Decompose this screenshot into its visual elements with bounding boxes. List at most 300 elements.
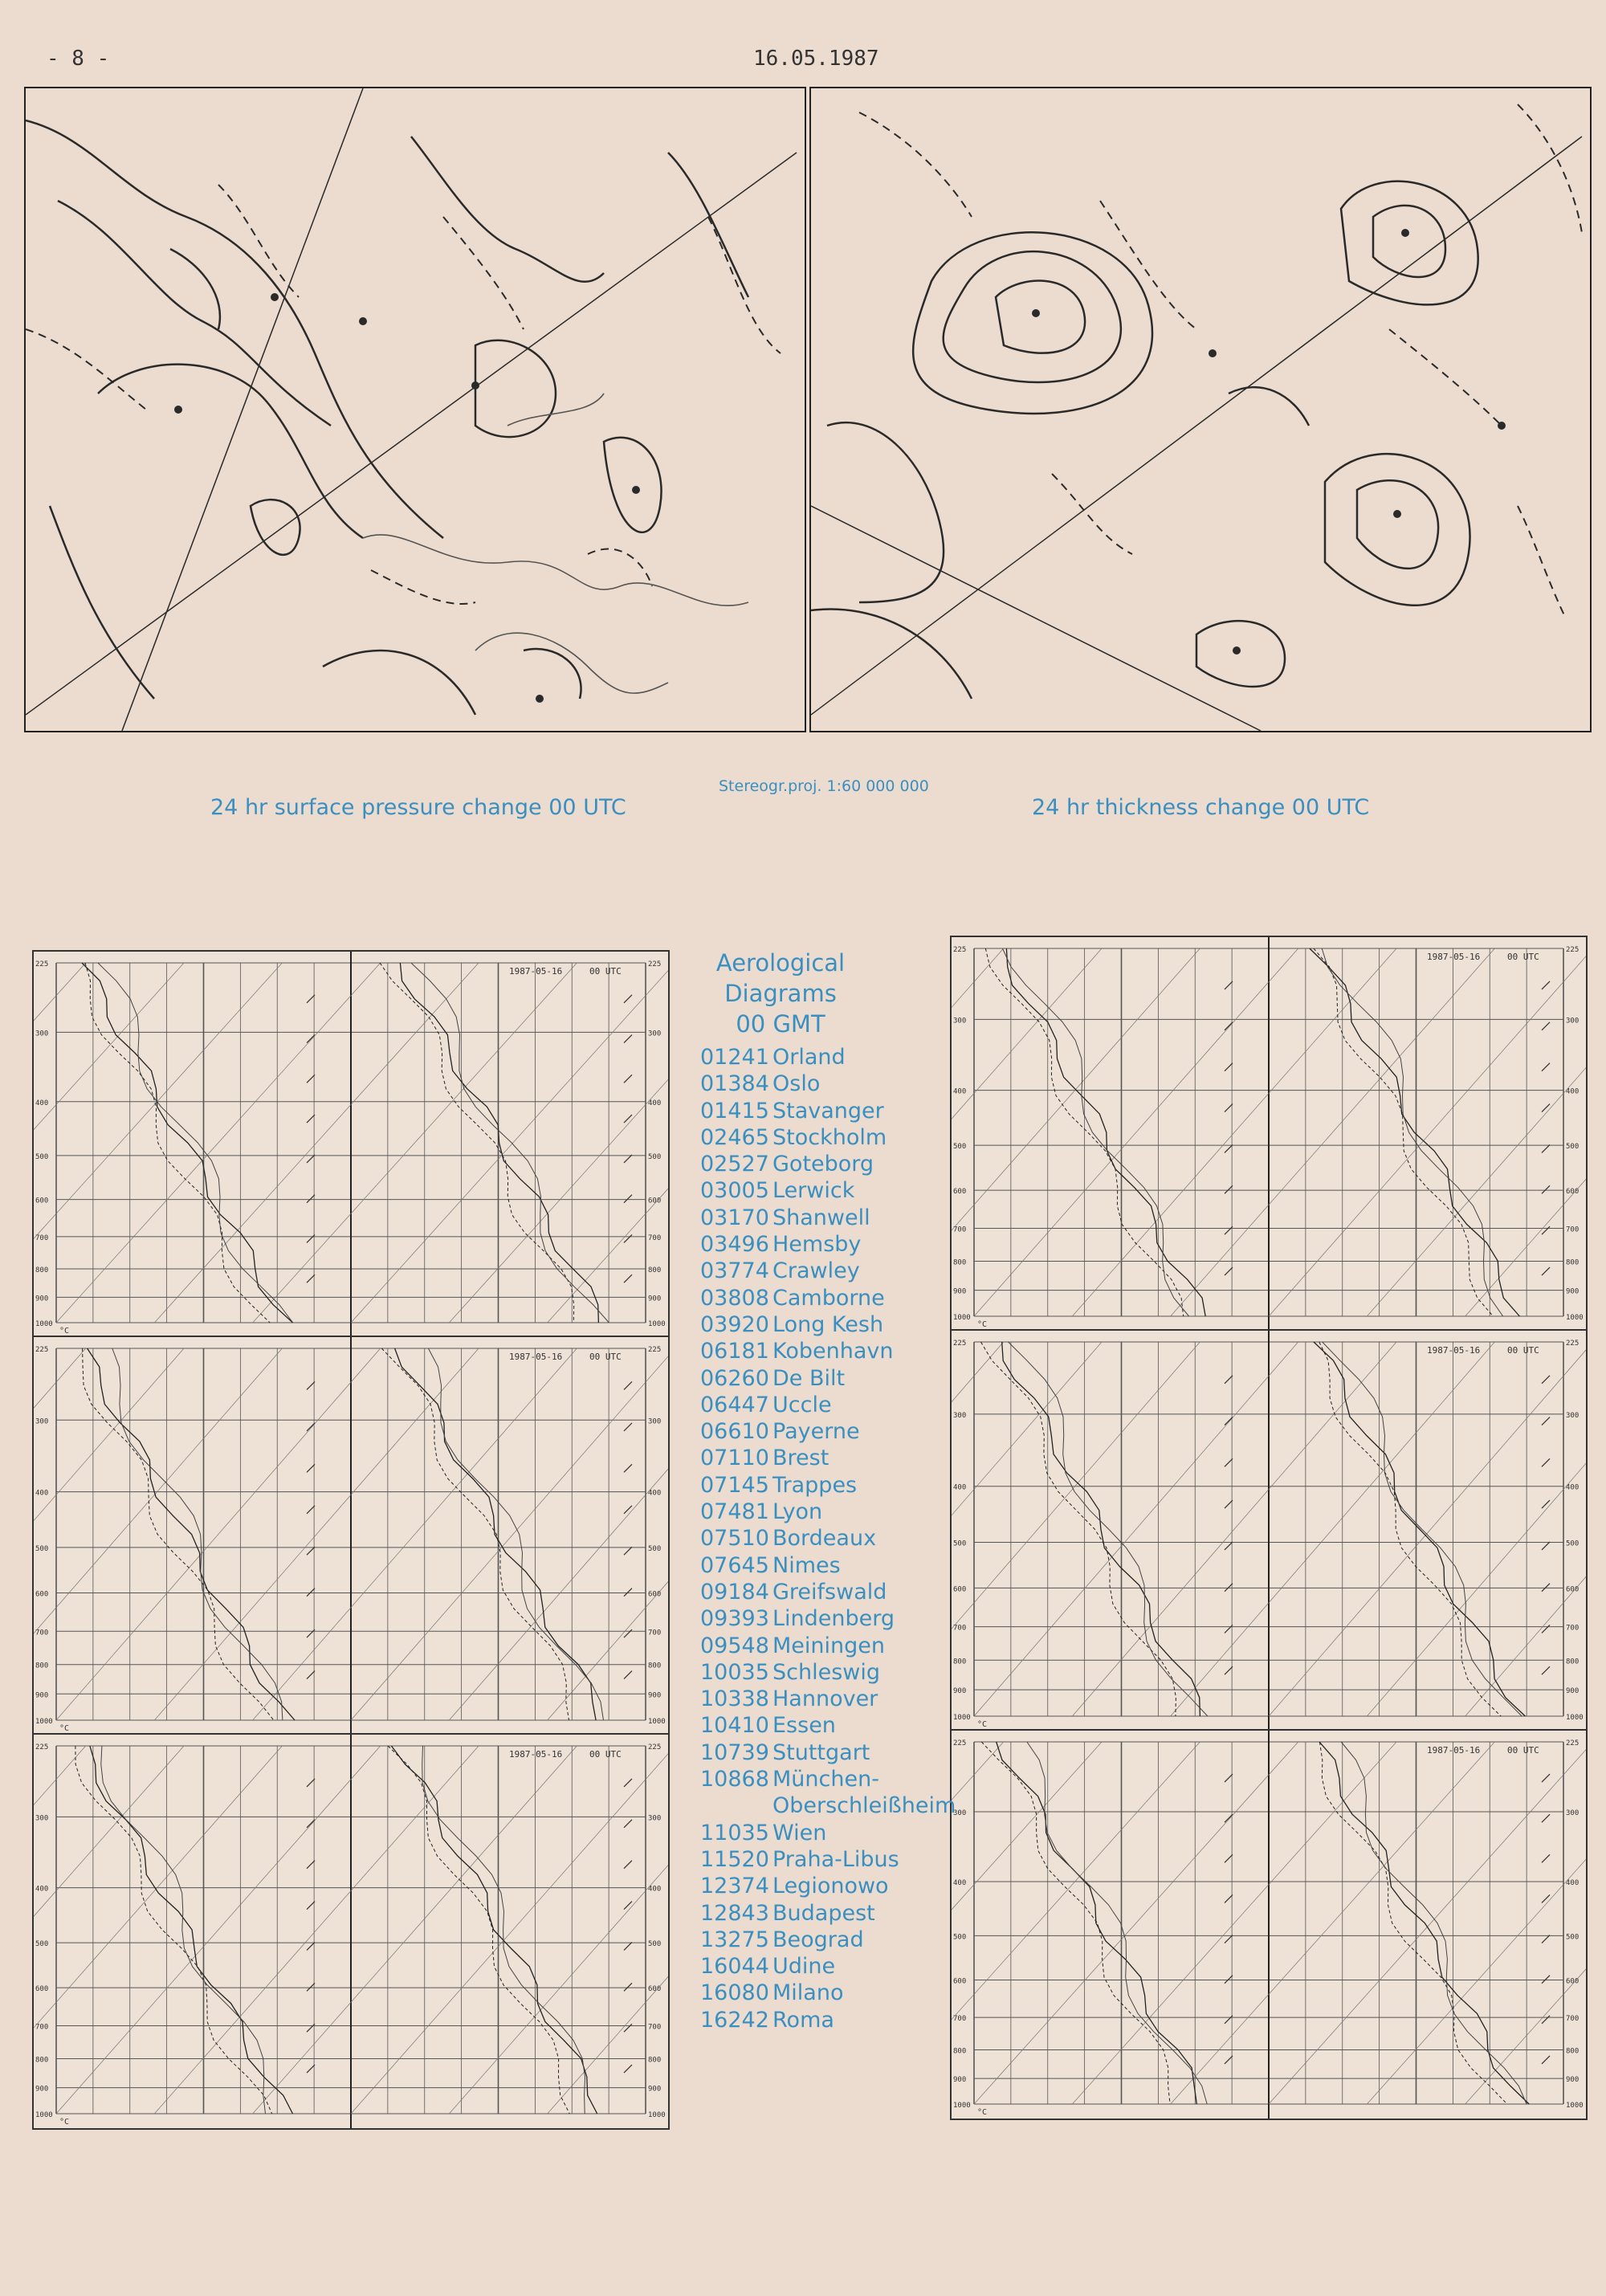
station-row xyxy=(700,1739,956,1766)
pressure-level-label: 500 xyxy=(35,1940,49,1949)
station-name: Lerwick xyxy=(772,1178,855,1204)
station-name: Udine xyxy=(772,1954,836,1980)
station-name: Roma xyxy=(772,2007,834,2033)
station-name: Milano xyxy=(772,1980,844,2006)
pressure-level-label: 225 xyxy=(35,1346,49,1354)
wind-barb xyxy=(1542,1666,1550,1674)
wind-barb xyxy=(307,1274,315,1283)
pressure-level-label: 600 xyxy=(1566,1188,1580,1197)
station-name: Orland xyxy=(772,1045,846,1070)
pressure-level-label: 400 xyxy=(953,1878,967,1887)
station-row xyxy=(700,1846,956,1873)
station-code: 12374 xyxy=(700,1874,769,1899)
pressure-level-label: 700 xyxy=(35,2023,49,2032)
pressure-level-label: 700 xyxy=(1566,1225,1580,1234)
pressure-level-label: 600 xyxy=(953,1585,967,1594)
station-row xyxy=(700,1525,956,1552)
aerological-title-line: 00 GMT xyxy=(736,1010,825,1038)
station-name: Greifswald xyxy=(772,1579,887,1605)
diagram-time: 00 UTC xyxy=(1507,952,1539,962)
wind-barb xyxy=(1542,2016,1550,2024)
pressure-level-label: 600 xyxy=(35,1590,49,1599)
station-name: Crawley xyxy=(772,1258,860,1284)
wind-barb xyxy=(1542,1814,1550,1822)
wind-barb xyxy=(307,1381,315,1389)
aerological-diagram-panel xyxy=(950,936,1588,1332)
station-row xyxy=(700,1472,956,1499)
station-name: Meiningen xyxy=(772,1633,885,1658)
pressure-level-label: 600 xyxy=(648,1197,662,1205)
station-row xyxy=(700,1579,956,1605)
station-row xyxy=(700,1927,956,1953)
station-code: 09184 xyxy=(700,1579,769,1605)
wind-barb xyxy=(307,1423,315,1431)
thickness-change-map xyxy=(809,87,1592,732)
pressure-level-label: 900 xyxy=(648,2085,662,2094)
wind-barb xyxy=(624,1588,632,1597)
pressure-level-label: 225 xyxy=(953,1739,967,1747)
pressure-level-label: 600 xyxy=(953,1188,967,1197)
wind-barb xyxy=(624,1234,632,1242)
pressure-level-label: 300 xyxy=(648,1417,662,1426)
temperature-unit: °C xyxy=(59,1724,70,1733)
wind-barb xyxy=(1225,2056,1233,2064)
wind-barb xyxy=(1225,1022,1233,1030)
wind-barb xyxy=(307,1588,315,1597)
pressure-level-label: 1000 xyxy=(953,1714,971,1722)
station-code: 03808 xyxy=(700,1285,769,1311)
pressure-level-label: 300 xyxy=(953,1411,967,1420)
station-code: 09548 xyxy=(700,1633,769,1658)
pressure-level-label: 225 xyxy=(1566,946,1580,954)
diagram-date: 1987-05-16 xyxy=(1427,1345,1481,1356)
pressure-level-label: 500 xyxy=(648,1544,662,1553)
pressure-level-label: 500 xyxy=(953,1540,967,1548)
wind-barb xyxy=(1225,1542,1233,1550)
pressure-level-label: 400 xyxy=(648,1885,662,1894)
diagram-date: 1987-05-16 xyxy=(1427,1745,1481,1756)
pressure-level-label: 225 xyxy=(953,946,967,954)
temperature-unit: °C xyxy=(977,2108,988,2117)
pressure-level-label: 400 xyxy=(1566,1087,1580,1096)
wind-barb xyxy=(1542,1458,1550,1466)
pressure-level-label: 300 xyxy=(648,1814,662,1823)
station-code: 16044 xyxy=(700,1954,769,1980)
pressure-level-label: 600 xyxy=(35,1985,49,1994)
wind-barb xyxy=(307,1902,315,1910)
station-code: 16080 xyxy=(700,1980,769,2006)
pressure-level-label: 600 xyxy=(648,1590,662,1599)
wind-barb xyxy=(624,1035,632,1043)
station-code: 07645 xyxy=(700,1552,769,1578)
station-row xyxy=(700,1445,956,1471)
wind-barb xyxy=(307,2024,315,2032)
pressure-level-label: 900 xyxy=(648,1691,662,1700)
pressure-level-label: 900 xyxy=(35,1691,49,1700)
station-row xyxy=(700,1258,956,1284)
diagram-time: 00 UTC xyxy=(1507,1745,1539,1756)
aerological-diagram-drawing xyxy=(952,1731,1586,2119)
station-row xyxy=(700,1205,956,1231)
pressure-level-label: 1000 xyxy=(648,2111,666,2119)
station-name: Brest xyxy=(772,1446,829,1471)
pressure-level-label: 400 xyxy=(648,1099,662,1107)
station-code: 06447 xyxy=(700,1392,769,1417)
wind-barb xyxy=(307,1983,315,1991)
wind-barb xyxy=(624,1115,632,1123)
wind-barb xyxy=(624,1464,632,1472)
station-row xyxy=(700,1311,956,1338)
wind-barb xyxy=(1225,1500,1233,1508)
pressure-level-label: 800 xyxy=(35,1662,49,1670)
pressure-level-label: 800 xyxy=(1566,2047,1580,2056)
pressure-level-label: 1000 xyxy=(953,1314,971,1322)
wind-barb xyxy=(1542,1063,1550,1071)
diagram-date: 1987-05-16 xyxy=(509,966,563,977)
wind-barb xyxy=(1225,981,1233,989)
pressure-level-label: 900 xyxy=(1566,2076,1580,2085)
station-row xyxy=(700,1953,956,1980)
station-code: 03920 xyxy=(700,1311,769,1337)
wind-barb xyxy=(307,2065,315,2073)
station-code: 13275 xyxy=(700,1927,769,1952)
surface-pressure-map-drawing xyxy=(26,88,805,731)
pressure-level-label: 300 xyxy=(1566,1411,1580,1420)
station-code: 11035 xyxy=(700,1820,769,1845)
station-name: Hemsby xyxy=(772,1232,862,1258)
wind-barb xyxy=(624,1195,632,1203)
station-row xyxy=(700,1124,956,1151)
wind-barb xyxy=(1542,1185,1550,1193)
station-row xyxy=(700,1659,956,1686)
aerological-diagram-drawing xyxy=(952,937,1586,1331)
pressure-level-label: 225 xyxy=(953,1340,967,1348)
station-name: Wien xyxy=(772,1820,827,1845)
pressure-level-label: 900 xyxy=(648,1295,662,1303)
pressure-level-label: 800 xyxy=(648,1266,662,1274)
pressure-level-label: 500 xyxy=(1566,1933,1580,1942)
wind-barb xyxy=(307,1547,315,1555)
pressure-level-label: 900 xyxy=(35,2085,49,2094)
wind-barb xyxy=(624,2065,632,2073)
pressure-level-label: 225 xyxy=(648,960,662,969)
pressure-level-label: 700 xyxy=(35,1629,49,1637)
station-row xyxy=(700,1338,956,1364)
station-code: 02527 xyxy=(700,1152,769,1177)
pressure-level-label: 300 xyxy=(1566,1017,1580,1026)
station-name: Goteborg xyxy=(772,1152,874,1177)
pressure-level-label: 400 xyxy=(35,1099,49,1107)
station-row xyxy=(700,1392,956,1418)
wind-barb xyxy=(1225,1774,1233,1782)
pressure-level-label: 1000 xyxy=(648,1320,666,1328)
wind-barb xyxy=(1225,1104,1233,1112)
station-name: Praha-Libus xyxy=(772,1846,899,1872)
station-name: Uccle xyxy=(772,1392,832,1417)
pressure-level-label: 500 xyxy=(35,1544,49,1553)
pressure-level-label: 800 xyxy=(953,1258,967,1267)
pressure-level-label: 700 xyxy=(648,1234,662,1242)
wind-barb xyxy=(1542,1774,1550,1782)
pressure-level-label: 1000 xyxy=(648,1718,666,1726)
station-row xyxy=(700,1766,956,1792)
station-row xyxy=(700,1552,956,1579)
station-row xyxy=(700,2007,956,2033)
wind-barb xyxy=(307,995,315,1003)
pressure-level-label: 400 xyxy=(35,1489,49,1498)
wind-barb xyxy=(1542,2056,1550,2064)
pressure-level-label: 700 xyxy=(648,2023,662,2032)
page-number: - 8 - xyxy=(47,47,110,71)
wind-barb xyxy=(1542,1894,1550,1902)
station-name: Trappes xyxy=(772,1472,858,1498)
station-code: 03170 xyxy=(700,1205,769,1230)
station-name: Lyon xyxy=(772,1499,823,1525)
pressure-level-label: 500 xyxy=(953,1143,967,1152)
aerological-diagram-panel xyxy=(950,1329,1588,1732)
wind-barb xyxy=(1225,1854,1233,1862)
pressure-level-label: 500 xyxy=(953,1933,967,1942)
wind-barb xyxy=(307,1671,315,1679)
station-code: 01415 xyxy=(700,1098,769,1124)
pressure-level-label: 225 xyxy=(1566,1739,1580,1747)
station-name: Hannover xyxy=(772,1686,878,1712)
wind-barb xyxy=(624,1820,632,1828)
wind-barb xyxy=(624,1075,632,1083)
station-row xyxy=(700,1285,956,1311)
wind-barb xyxy=(307,1464,315,1472)
station-code: 02465 xyxy=(700,1124,769,1150)
wind-barb xyxy=(624,1547,632,1555)
pressure-level-label: 700 xyxy=(953,1225,967,1234)
aerological-title xyxy=(700,948,861,1039)
wind-barb xyxy=(1542,981,1550,989)
pressure-level-label: 300 xyxy=(35,1417,49,1426)
wind-barb xyxy=(624,1942,632,1950)
projection-note: Stereogr.proj. 1:60 000 000 xyxy=(719,777,929,795)
aerological-title-line: Aerological xyxy=(715,949,846,977)
wind-barb xyxy=(1225,1226,1233,1234)
wind-barb xyxy=(1542,1267,1550,1275)
pressure-level-label: 500 xyxy=(1566,1143,1580,1152)
station-name: Stavanger xyxy=(772,1098,884,1124)
wind-barb xyxy=(307,1861,315,1869)
station-code: 07481 xyxy=(700,1499,769,1525)
station-name: Camborne xyxy=(772,1285,885,1311)
station-code: 07145 xyxy=(700,1472,769,1498)
pressure-level-label: 500 xyxy=(1566,1540,1580,1548)
station-name: Shanwell xyxy=(772,1205,870,1230)
pressure-level-label: 800 xyxy=(35,1266,49,1274)
wind-barb xyxy=(624,1983,632,1991)
diagram-date: 1987-05-16 xyxy=(1427,952,1481,962)
wind-barb xyxy=(624,1861,632,1869)
wind-barb xyxy=(1542,1417,1550,1425)
station-code: 03774 xyxy=(700,1258,769,1284)
pressure-level-label: 225 xyxy=(35,960,49,969)
pressure-level-label: 700 xyxy=(953,1624,967,1633)
pressure-level-label: 300 xyxy=(35,1030,49,1038)
wind-barb xyxy=(624,1671,632,1679)
aerological-diagram-drawing xyxy=(952,1331,1586,1731)
station-code: 10338 xyxy=(700,1686,769,1712)
station-code: 10868 xyxy=(700,1767,769,1792)
station-row xyxy=(700,1177,956,1204)
pressure-level-label: 600 xyxy=(1566,1585,1580,1594)
station-code: 01241 xyxy=(700,1045,769,1070)
diagram-date: 1987-05-16 xyxy=(509,1352,563,1362)
pressure-level-label: 1000 xyxy=(35,2111,53,2119)
wind-barb xyxy=(307,1629,315,1637)
wind-barb xyxy=(307,1035,315,1043)
station-code: 10410 xyxy=(700,1713,769,1739)
temperature-unit: °C xyxy=(59,2118,70,2127)
station-code: 06260 xyxy=(700,1365,769,1391)
pressure-level-label: 600 xyxy=(953,1977,967,1986)
wind-barb xyxy=(1542,1500,1550,1508)
pressure-level-label: 900 xyxy=(953,1287,967,1296)
station-code: 11520 xyxy=(700,1846,769,1872)
temperature-unit: °C xyxy=(59,1327,70,1336)
station-code: 03005 xyxy=(700,1178,769,1204)
wind-barb xyxy=(1225,1625,1233,1633)
station-name: Long Kesh xyxy=(772,1311,884,1337)
temperature-unit: °C xyxy=(977,1320,988,1329)
station-name: Schleswig xyxy=(772,1659,880,1685)
thickness-map-drawing xyxy=(811,88,1590,731)
station-row xyxy=(700,1900,956,1927)
station-row xyxy=(700,1712,956,1739)
station-row xyxy=(700,1873,956,1899)
wind-barb xyxy=(1225,1976,1233,1984)
station-name: Kobenhavn xyxy=(772,1339,894,1364)
station-row xyxy=(700,1365,956,1392)
station-row xyxy=(700,1098,956,1124)
station-row xyxy=(700,1151,956,1177)
station-name: Bordeaux xyxy=(772,1526,877,1552)
pressure-level-label: 700 xyxy=(35,1234,49,1242)
wind-barb xyxy=(1542,1104,1550,1112)
diagram-time: 00 UTC xyxy=(589,1749,622,1760)
pressure-level-label: 800 xyxy=(1566,1258,1580,1267)
pressure-level-label: 800 xyxy=(953,1658,967,1666)
station-list xyxy=(700,1044,956,2033)
station-row xyxy=(700,1686,956,1712)
page-date: 16.05.1987 xyxy=(753,47,879,71)
wind-barb xyxy=(307,1195,315,1203)
aerological-title-line: Diagrams xyxy=(724,980,837,1007)
station-row xyxy=(700,1231,956,1258)
pressure-level-label: 1000 xyxy=(1566,2102,1584,2110)
wind-barb xyxy=(624,1381,632,1389)
pressure-level-label: 1000 xyxy=(1566,1314,1584,1322)
station-name: Lindenberg xyxy=(772,1606,895,1632)
station-name: Budapest xyxy=(772,1900,875,1926)
pressure-level-label: 900 xyxy=(1566,1687,1580,1696)
station-row xyxy=(700,1820,956,1846)
wind-barb xyxy=(1225,1894,1233,1902)
surface-pressure-change-map xyxy=(24,87,806,732)
pressure-level-label: 400 xyxy=(35,1885,49,1894)
station-code: 03496 xyxy=(700,1232,769,1258)
wind-barb xyxy=(1542,1935,1550,1943)
pressure-level-label: 900 xyxy=(953,2076,967,2085)
pressure-level-label: 500 xyxy=(648,1940,662,1949)
pressure-level-label: 600 xyxy=(1566,1977,1580,1986)
pressure-level-label: 800 xyxy=(648,2056,662,2065)
pressure-level-label: 225 xyxy=(1566,1340,1580,1348)
pressure-level-label: 300 xyxy=(953,1017,967,1026)
pressure-level-label: 300 xyxy=(35,1814,49,1823)
pressure-level-label: 700 xyxy=(648,1629,662,1637)
wind-barb xyxy=(1225,1185,1233,1193)
station-name-continuation: Oberschleißheim xyxy=(772,1793,956,1819)
wind-barb xyxy=(307,1234,315,1242)
station-code: 07110 xyxy=(700,1446,769,1471)
pressure-level-label: 1000 xyxy=(1566,1714,1584,1722)
station-row-continuation xyxy=(700,1792,956,1819)
diagram-date: 1987-05-16 xyxy=(509,1749,563,1760)
pressure-level-label: 1000 xyxy=(35,1320,53,1328)
pressure-level-label: 700 xyxy=(1566,2015,1580,2024)
station-row xyxy=(700,1980,956,2006)
wind-barb xyxy=(1225,1584,1233,1592)
station-name: Oslo xyxy=(772,1071,821,1097)
wind-barb xyxy=(1542,1854,1550,1862)
wind-barb xyxy=(1542,1144,1550,1152)
pressure-level-label: 1000 xyxy=(953,2102,971,2110)
station-code: 01384 xyxy=(700,1071,769,1097)
wind-barb xyxy=(1542,1542,1550,1550)
pressure-level-label: 600 xyxy=(648,1985,662,1994)
wind-barb xyxy=(1542,1584,1550,1592)
aerological-diagram-panel xyxy=(950,1729,1588,2120)
station-code: 16242 xyxy=(700,2007,769,2033)
station-code: 06610 xyxy=(700,1419,769,1445)
pressure-level-label: 800 xyxy=(35,2056,49,2065)
wind-barb xyxy=(624,1423,632,1431)
station-row xyxy=(700,1499,956,1525)
pressure-level-label: 300 xyxy=(1566,1809,1580,1817)
pressure-level-label: 800 xyxy=(648,1662,662,1670)
wind-barb xyxy=(1225,1267,1233,1275)
aerological-diagram-panel xyxy=(32,1733,670,2130)
station-name: De Bilt xyxy=(772,1365,846,1391)
wind-barb xyxy=(1225,1417,1233,1425)
aerological-diagram-drawing xyxy=(34,952,668,1337)
station-name: Legionowo xyxy=(772,1874,889,1899)
pressure-level-label: 900 xyxy=(35,1295,49,1303)
wind-barb xyxy=(1225,2016,1233,2024)
pressure-level-label: 400 xyxy=(1566,1878,1580,1887)
diagram-time: 00 UTC xyxy=(589,1352,622,1362)
wind-barb xyxy=(624,995,632,1003)
wind-barb xyxy=(624,1155,632,1163)
temperature-unit: °C xyxy=(977,1720,988,1729)
aerological-diagram-panel xyxy=(32,950,670,1339)
pressure-level-label: 900 xyxy=(953,1687,967,1696)
pressure-level-label: 900 xyxy=(1566,1287,1580,1296)
station-row xyxy=(700,1633,956,1659)
station-name: Payerne xyxy=(772,1419,860,1445)
pressure-level-label: 400 xyxy=(953,1483,967,1492)
pressure-level-label: 500 xyxy=(35,1152,49,1161)
wind-barb xyxy=(1542,1376,1550,1384)
pressure-level-label: 300 xyxy=(953,1809,967,1817)
station-code: 06181 xyxy=(700,1339,769,1364)
station-name: München- xyxy=(772,1767,879,1792)
pressure-level-label: 400 xyxy=(648,1489,662,1498)
